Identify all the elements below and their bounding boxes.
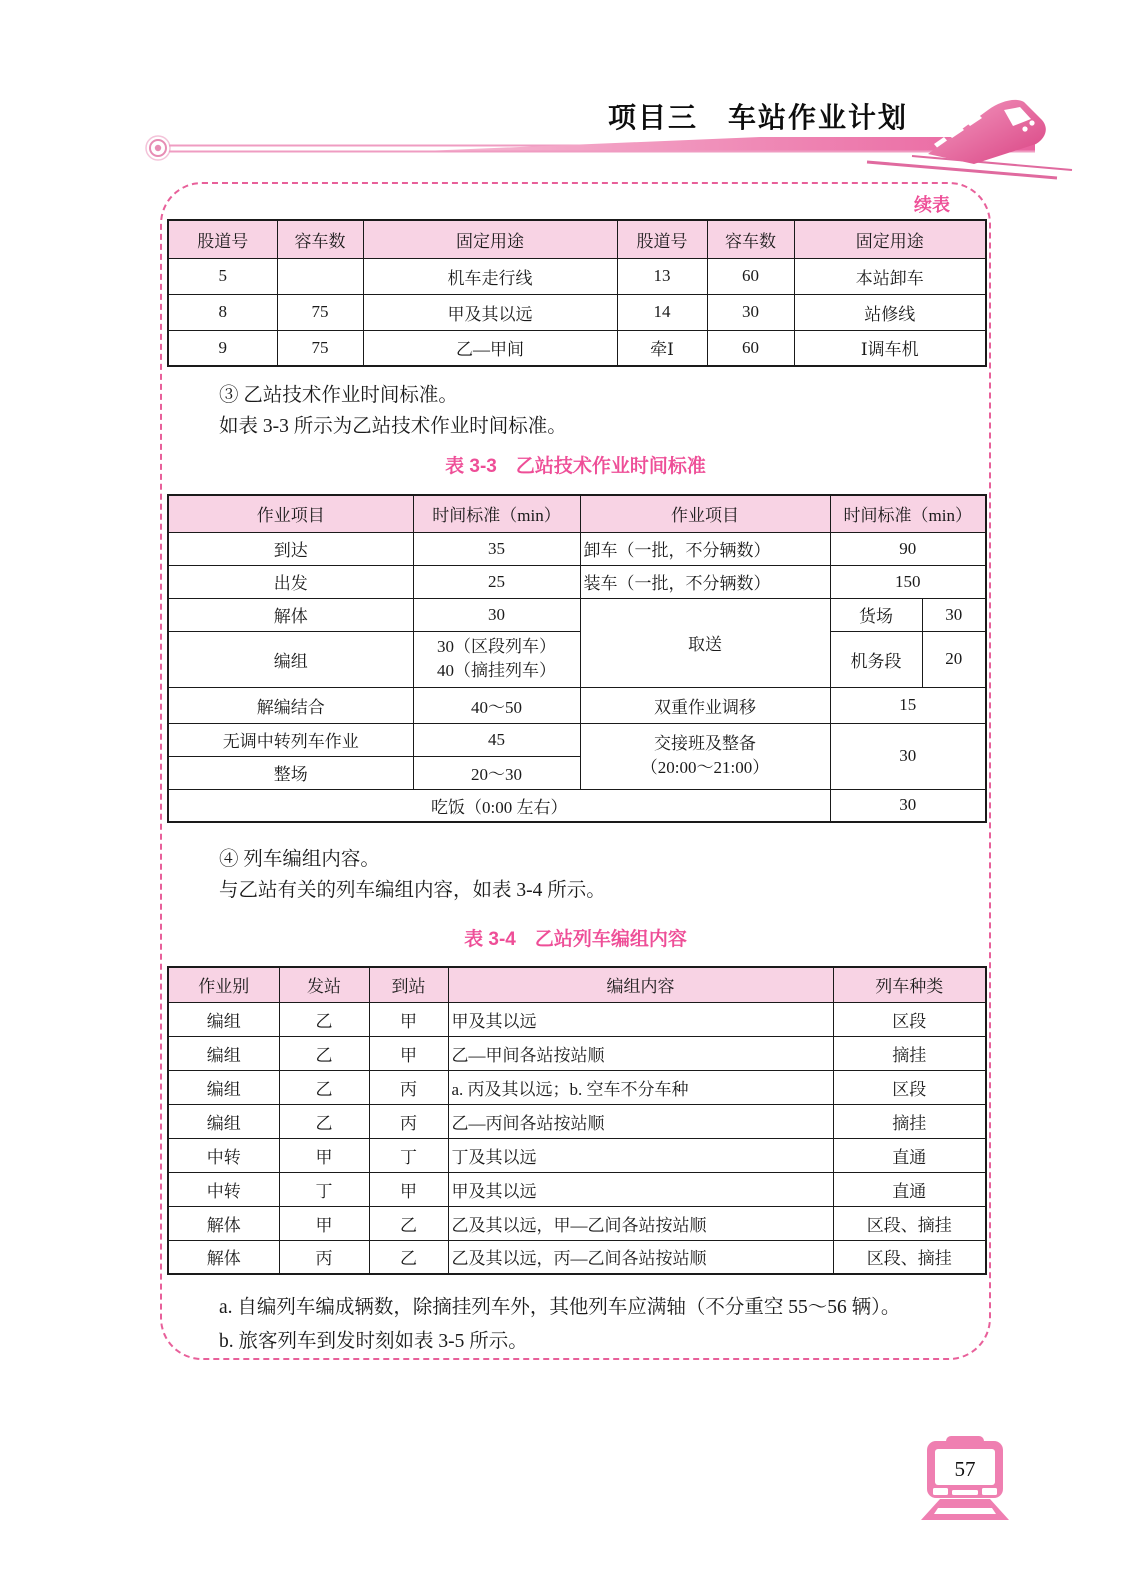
cell: 区段、摘挂 [833,1240,986,1274]
page-number: 57 [954,1457,976,1481]
cell: 40～50 [413,687,580,723]
cell: 编组 [168,1002,279,1036]
header-cell: 股道号 [617,220,707,258]
note-a: a. 自编列车编成辆数，除摘挂列车外，其他列车应满轴（不分重空 55～56 辆）。 [219,1297,901,1318]
cell: 5 [168,258,277,294]
cell: 甲 [369,1036,448,1070]
cell: 本站卸车 [794,258,986,294]
table-row [168,1172,986,1206]
header-cell: 发站 [279,967,369,1002]
cell: 编组 [168,1104,279,1138]
cell: 编组 [168,1070,279,1104]
cell: 无调中转列车作业 [168,723,413,756]
cell: 20 [922,631,986,687]
cell-line: 30（区段列车） [437,637,556,656]
cell: 20～30 [413,756,580,789]
cell: 丁及其以远 [448,1138,833,1172]
cell: 摘挂 [833,1036,986,1070]
cell: 13 [617,258,707,294]
header-cell: 列车种类 [833,967,986,1002]
chapter-title: 项目三 车站作业计划 [607,102,908,133]
header-cell: 编组内容 [448,967,833,1002]
cell: 乙 [279,1002,369,1036]
table-3-4 [167,966,987,1275]
cell: 到达 [168,532,413,565]
table-row [168,532,986,565]
cell: 75 [277,330,363,366]
cell: 装车（一批，不分辆数） [580,565,830,598]
page-number-badge [920,1436,1010,1522]
cell: 机务段 [830,631,922,687]
table-row [168,789,986,822]
table-row [168,1070,986,1104]
cell: 解编结合 [168,687,413,723]
table-row [168,1138,986,1172]
cell-line: 40（摘挂列车） [437,661,556,680]
cell: 货场 [830,598,922,631]
header-cell: 时间标准（min） [830,495,986,532]
table-row [168,330,986,366]
cell: 站修线 [794,294,986,330]
cell: 区段、摘挂 [833,1206,986,1240]
cell-line: （20:00～21:00） [640,758,770,777]
cell: 双重作业调移 [580,687,830,723]
cell: 解体 [168,1240,279,1274]
cell: 甲 [279,1206,369,1240]
cell: 丁 [369,1138,448,1172]
table-row [168,1036,986,1070]
cell: 45 [413,723,580,756]
cell: 直通 [833,1172,986,1206]
table33-intro: 如表 3-3 所示为乙站技术作业时间标准。 [219,416,567,437]
cell: 牵Ⅰ [617,330,707,366]
cell: 直通 [833,1138,986,1172]
continued-table [167,219,987,367]
header-cell: 到站 [369,967,448,1002]
note-b: b. 旅客列车到发时刻如表 3-5 所示。 [219,1331,528,1352]
cell: Ⅰ调车机 [794,330,986,366]
cell: 60 [707,330,794,366]
cell: 30 [830,723,986,789]
cell: a. 丙及其以远；b. 空车不分车种 [448,1070,833,1104]
cell: 25 [413,565,580,598]
cell [277,258,363,294]
list-item-3: ③ 乙站技术作业时间标准。 [219,385,458,406]
cell: 取送 [580,598,830,687]
cell: 乙 [279,1104,369,1138]
header-cell: 时间标准（min） [413,495,580,532]
table-row [168,1206,986,1240]
cell: 丙 [279,1240,369,1274]
cell [413,631,580,687]
cell: 甲及其以远 [448,1002,833,1036]
header-decoration [140,82,1100,192]
cell: 90 [830,532,986,565]
cell: 乙 [369,1240,448,1274]
table-row [168,598,986,631]
cell: 中转 [168,1172,279,1206]
continued-table-label: 续表 [914,195,950,215]
table-row [168,258,986,294]
list-item-4: ④ 列车编组内容。 [219,849,380,870]
cell: 30 [413,598,580,631]
table-row [168,1104,986,1138]
cell: 编组 [168,1036,279,1070]
cell: 30 [830,789,986,822]
table33-caption: 表 3-3 乙站技术作业时间标准 [445,456,706,477]
cell: 乙—丙间各站按站顺 [448,1104,833,1138]
cell: 乙及其以远，甲—乙间各站按站顺 [448,1206,833,1240]
cell: 甲 [279,1138,369,1172]
header-cell: 作业别 [168,967,279,1002]
content-box [160,182,991,1360]
cell: 甲 [369,1172,448,1206]
header-cell: 固定用途 [794,220,986,258]
cell: 150 [830,565,986,598]
table-row [168,565,986,598]
bullseye-icon [146,136,170,160]
cell: 编组 [168,631,413,687]
cell: 9 [168,330,277,366]
cell: 机车走行线 [363,258,617,294]
cell [580,723,830,789]
header-cell: 股道号 [168,220,277,258]
cell: 35 [413,532,580,565]
cell: 乙—甲间 [363,330,617,366]
header-cell: 作业项目 [168,495,413,532]
cell: 卸车（一批，不分辆数） [580,532,830,565]
header-cell: 容车数 [707,220,794,258]
table-row [168,723,986,756]
cell: 中转 [168,1138,279,1172]
table-row [168,631,986,687]
cell: 解体 [168,1206,279,1240]
table-row [168,1002,986,1036]
header-cell: 作业项目 [580,495,830,532]
table-row [168,687,986,723]
cell: 丁 [279,1172,369,1206]
cell: 甲及其以远 [363,294,617,330]
cell: 8 [168,294,277,330]
cell: 丙 [369,1070,448,1104]
table-3-3 [167,494,987,823]
cell: 甲及其以远 [448,1172,833,1206]
cell: 乙及其以远，丙—乙间各站按站顺 [448,1240,833,1274]
cell-line: 交接班及整备 [654,734,756,753]
header-cell: 固定用途 [363,220,617,258]
table-row [168,294,986,330]
cell: 区段 [833,1070,986,1104]
cell: 解体 [168,598,413,631]
cell: 乙 [279,1036,369,1070]
cell: 乙 [279,1070,369,1104]
cell: 丙 [369,1104,448,1138]
table-row [168,1240,986,1274]
cell: 15 [830,687,986,723]
table34-caption: 表 3-4 乙站列车编组内容 [464,929,687,950]
cell: 乙—甲间各站按站顺 [448,1036,833,1070]
cell: 30 [707,294,794,330]
cell: 30 [922,598,986,631]
cell: 14 [617,294,707,330]
cell: 出发 [168,565,413,598]
rail-line [169,137,1035,153]
cell: 甲 [369,1002,448,1036]
cell: 吃饭（0:00 左右） [168,789,830,822]
cell: 60 [707,258,794,294]
cell: 摘挂 [833,1104,986,1138]
cell: 75 [277,294,363,330]
header-cell: 容车数 [277,220,363,258]
cell: 整场 [168,756,413,789]
cell: 乙 [369,1206,448,1240]
table34-intro: 与乙站有关的列车编组内容，如表 3-4 所示。 [219,880,606,901]
cell: 区段 [833,1002,986,1036]
